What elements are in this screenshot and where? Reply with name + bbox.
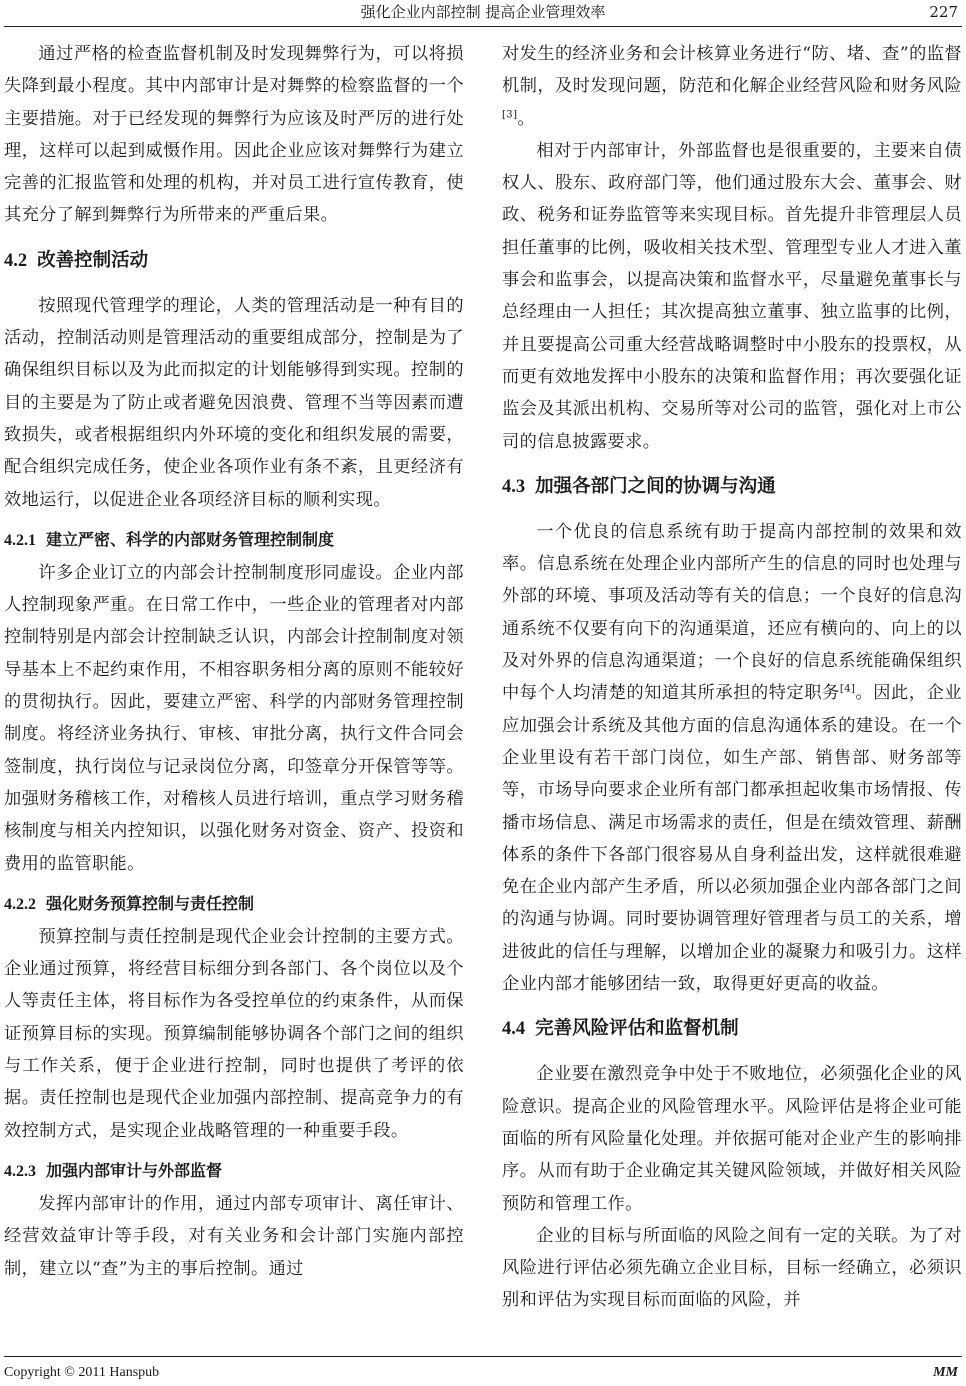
section-number: 4.4	[502, 1019, 526, 1040]
copyright: Copyright © 2011 Hanspub	[4, 1365, 160, 1380]
paragraph	[502, 38, 962, 135]
paragraph-text: 对发生的经济业务和会计核算业务进行“防、堵、查”的监督机制，及时发现问题，防范和化解企业经营风险和财务风险	[502, 44, 962, 97]
paragraph: 预算控制与责任控制是现代企业会计控制的主要方式。企业通过预算，将经营目标细分到各部门、各个岗位以及个人等责任主体，将目标作为各受控单位的约束条件，从而保证预算目标的实现。预算编制能够协调各个部门之间的组织与工作关系，便于企业进行控制，同时也提供了考评的依据。责任控制也是现代企业加强内部控制、提高竞争力的有效控制方式，是实现企业战略管理的一种重要手段。	[4, 926, 464, 1141]
paragraph: 许多企业订立的内部会计控制制度形同虚设。企业内部人控制现象严重。在日常工作中，一些企业的管理者对内部控制特别是内部会计控制缺乏认识，内部会计控制制度对领导基本上不起约束作用，不相容职务相分离的原则不能较好的贯彻执行。因此，要建立严密、科学的内部财务管理控制制度。将经济业务执行、审核、审批分离，执行文件合同会签制度，执行岗位与记录岗位分离，印签章分开保管等等。加强财务稽核工作，对稽核人员进行培训，重点学习财务稽核制度与相关内控知识，以强化财务对资金、资产、投资和费用的监管职能。	[4, 562, 464, 874]
citation-ref[interactable]: [3]	[502, 108, 518, 120]
subsection-heading-4-2-1	[4, 524, 464, 557]
subsection-title: 建立严密、科学的内部财务管理控制制度	[46, 529, 335, 549]
left-column	[4, 38, 464, 1348]
page-footer	[0, 1362, 966, 1384]
page-number: 227	[929, 3, 958, 21]
subsection-heading-4-2-2	[4, 888, 464, 921]
right-column	[502, 38, 962, 1348]
paragraph: 按照现代管理学的理论，人类的管理活动是一种有目的活动，控制活动则是管理活动的重要组成部分，控制是为了确保组织目标以及为此而拟定的计划能够得到实现。控制的目的主要是为了防止或者避免因浪费、管理不当等因素而遭致损失，或者根据组织内外环境的变化和组织发展的需要，配合组织完成任务，使企业各项作业有条不紊，且更经济有效地运行，以促进企业各项经济目标的顺利实现。	[4, 295, 464, 510]
footer-rule	[4, 1356, 962, 1357]
subsection-number: 4.2.3	[4, 1162, 36, 1180]
subsection-number: 4.2.2	[4, 895, 36, 913]
subsection-number: 4.2.1	[4, 531, 36, 549]
subsection-title: 加强内部审计与外部监督	[46, 1160, 223, 1180]
paragraph-text: 。	[517, 108, 535, 129]
paragraph: 相对于内部审计，外部监督也是很重要的，主要来自债权人、股东、政府部门等，他们通过股东大会、董事会、财政、税务和证券监管等来实现目标。首先提升非管理层人员担任董事的比例，吸收相关技术型、管理型专业人才进入董事会和监事会，以提高决策和监督水平，尽量避免董事长与总经理由一人担任；其次提高独立董事、独立监事的比例，并且要提高公司重大经营战略调整时中小股东的投票权，从而更有效地发挥中小股东的决策和监督作用；再次要强化证监会及其派出机构、交易所等对公司的监管，强化对上市公司的信息披露要求。	[502, 140, 962, 452]
section-number: 4.2	[4, 250, 28, 271]
section-title: 完善风险评估和监督机制	[535, 1018, 739, 1040]
paragraph: 发挥内部审计的作用，通过内部专项审计、离任审计、经营效益审计等手段，对有关业务和会计部门实施内部控制，建立以“查”为主的事后控制。通过	[4, 1193, 464, 1279]
section-heading-4-2	[4, 246, 464, 276]
paragraph-text: 一个优良的信息系统有助于提高内部控制的效果和效率。信息系统在处理企业内部所产生的信息的同时也处理与外部的环境、事项及活动等有关的信息；一个良好的信息沟通系统不仅要有向下的沟通渠道，还应有横向的、向上的以及对外界的信息沟通渠道；一个良好的信息系统能确保组织中每个人均清楚的知道其所承担的特定职务	[502, 521, 962, 704]
paragraph: 企业的目标与所面临的风险之间有一定的关联。为了对风险进行评估必须先确立企业目标，目标一经确立，必须识别和评估为实现目标而面临的风险，并	[502, 1225, 962, 1311]
paragraph: 企业要在激烈竞争中处于不败地位，必须强化企业的风险意识。提高企业的风险管理水平。风险评估是将企业可能面临的所有风险量化处理。并依据可能对企业产生的影响排序。从而有助于企业确定其关键风险领域，并做好相关风险预防和管理工作。	[502, 1064, 962, 1214]
paragraph	[502, 516, 962, 1000]
section-number: 4.3	[502, 476, 526, 497]
citation-ref[interactable]: [4]	[839, 683, 856, 695]
paragraph-text: 。因此，企业应加强会计系统及其他方面的信息沟通体系的建设。在一个企业里设有若干部门岗位，如生产部、销售部、财务部等等，市场导向要求企业所有部门都承担起收集市场情报、传播市场信息、满足市场需求的责任，但是在绩效管理、薪酬体系的条件下各部门很容易从自身利益出发，这样就很难避免在企业内部产生矛盾，所以必须加强企业内部各部门之间的沟通与协调。同时要协调管理好管理者与员工的关系，增进彼此的信任与理解，以增加企业的凝聚力和吸引力。这样企业内部才能够团结一致，取得更好更高的收益。	[502, 683, 962, 995]
section-heading-4-3	[502, 472, 962, 502]
header-rule	[4, 26, 962, 27]
running-title: 强化企业内部控制 提高企业管理效率	[360, 3, 606, 21]
section-title: 加强各部门之间的协调与沟通	[535, 475, 776, 497]
page-header	[0, 0, 966, 24]
subsection-heading-4-2-3	[4, 1155, 464, 1188]
subsection-title: 强化财务预算控制与责任控制	[46, 893, 255, 913]
section-title: 改善控制活动	[37, 249, 149, 271]
journal-abbrev: MM	[933, 1365, 958, 1380]
section-heading-4-4	[502, 1014, 962, 1044]
paragraph: 通过严格的检查监督机制及时发现舞弊行为，可以将损失降到最小程度。其中内部审计是对舞弊的检察监督的一个主要措施。对于已经发现的舞弊行为应该及时严厉的进行处理，这样可以起到威慑作用。因此企业应该对舞弊行为建立完善的汇报监管和处理的机构，并对员工进行宣传教育，使其充分了解到舞弊行为所带来的严重后果。	[4, 44, 464, 226]
